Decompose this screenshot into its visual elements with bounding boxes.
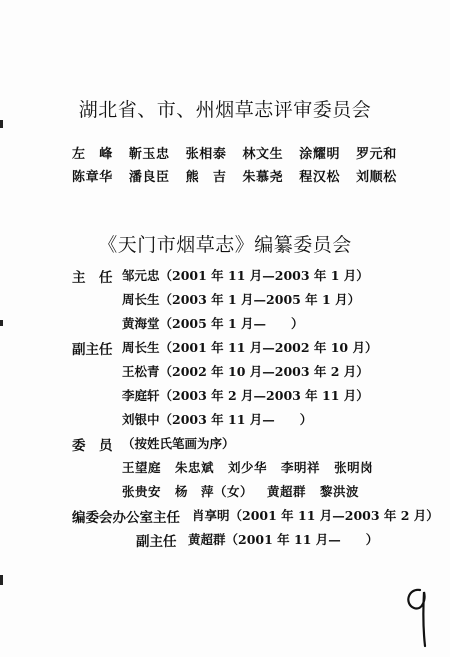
vice-director-entry: 刘银中（2003 年 11 月— ） [122, 412, 313, 427]
member-name: 刘顺松 [356, 170, 397, 185]
members-row-1 [122, 458, 387, 476]
vice-director-label: 副主任 [72, 342, 113, 358]
vice-director-entry: 周长生（2001 年 11 月—2002 年 10 月） [122, 340, 378, 355]
member-name: 程汉松 [299, 170, 341, 185]
member-name: 王望庭 [122, 460, 162, 475]
office-vice-director-entry: 黄超群（2001 年 11 月— ） [188, 532, 379, 547]
members-row-2 [122, 482, 373, 500]
director-entry: 黄海堂（2005 年 1 月— ） [122, 316, 304, 331]
office-vice-director-label: 副主任 [136, 534, 177, 550]
member-name: 朱慕尧 [242, 170, 284, 185]
scan-edge-mark [0, 575, 3, 585]
scan-edge-mark [0, 320, 3, 326]
member-name: 黄超群 [267, 484, 307, 499]
member-name: 靳玉忠 [128, 147, 170, 162]
members-label: 委 员 [72, 438, 113, 454]
members-order-note: （按姓氏笔画为序） [122, 436, 235, 451]
member-name: 罗元和 [356, 147, 397, 162]
handwritten-page-number [398, 580, 438, 650]
member-name: 刘少华 [228, 460, 268, 475]
vice-director-entry: 王松青（2002 年 10 月—2003 年 2 月） [122, 364, 369, 379]
review-committee-names-row-1 [72, 143, 413, 162]
member-name: 熊 吉 [185, 170, 227, 185]
member-name: 李明祥 [281, 460, 321, 475]
member-name: 左 峰 [72, 147, 113, 162]
vice-director-entry: 李庭轩（2003 年 2 月—2003 年 11 月） [122, 388, 369, 403]
director-entry: 邹元忠（2001 年 11 月—2003 年 1 月） [122, 268, 369, 283]
office-director-label: 编委会办公室主任 [72, 510, 180, 526]
member-name: 张相泰 [185, 147, 227, 162]
member-name: 张贵安 [122, 484, 162, 499]
director-label: 主 任 [72, 270, 113, 286]
member-name: 涂耀明 [299, 147, 341, 162]
editorial-committee-title: 《天门市烟草志》编纂委员会 [98, 234, 352, 256]
director-entry: 周长生（2003 年 1 月—2005 年 1 月） [122, 292, 361, 307]
member-name: 陈章华 [72, 170, 113, 185]
member-name: 林文生 [242, 147, 284, 162]
member-name: 黎洪波 [320, 484, 360, 499]
office-director-entry: 肖享明（2001 年 11 月—2003 年 2 月） [192, 508, 439, 523]
review-committee-names-row-2 [72, 166, 413, 185]
member-name: 张明岗 [334, 460, 374, 475]
review-committee-title: 湖北省、市、州烟草志评审委员会 [78, 99, 372, 121]
member-name: 杨 萍（女） [175, 484, 254, 499]
member-name: 潘良臣 [128, 170, 170, 185]
member-name: 朱忠斌 [175, 460, 215, 475]
